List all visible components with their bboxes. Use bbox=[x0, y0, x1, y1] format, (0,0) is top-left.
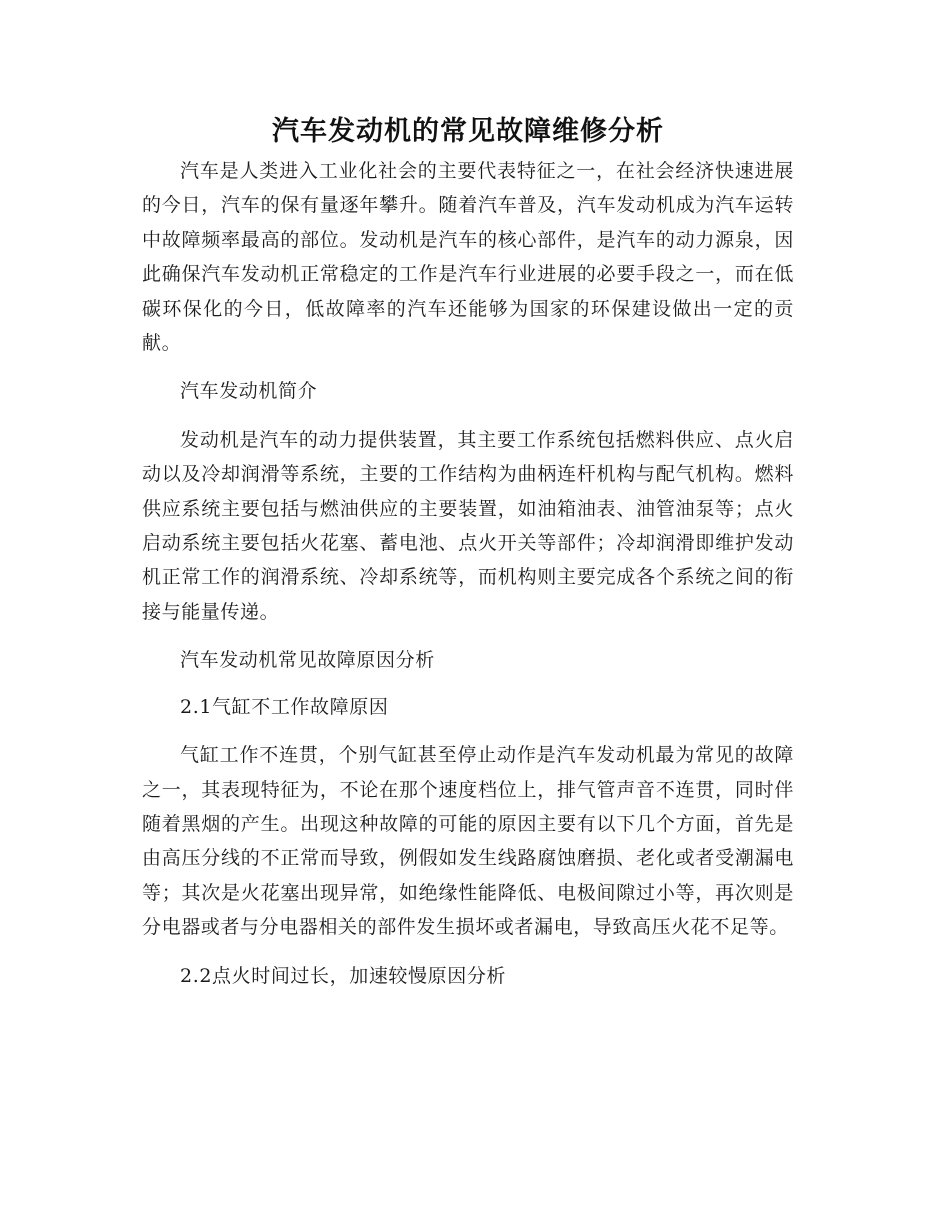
intro-paragraph: 汽车是人类进入工业化社会的主要代表特征之一，在社会经济快速进展的今日，汽车的保有量逐年攀升。随着汽车普及，汽车发动机成为汽车运转中故障频率最高的部位。发动机是汽车的核心部件，是汽车的动力源泉，因此确保汽车发动机正常稳定的工作是汽车行业进展的必要手段之一，而在低碳环保化的今日，低故障率的汽车还能够为国家的环保建设做出一定的贡献。 bbox=[142, 160, 794, 355]
spacer bbox=[142, 629, 794, 643]
spacer bbox=[142, 945, 794, 959]
subsection-heading-2-2: 2.2点火时间过长，加速较慢原因分析 bbox=[180, 964, 507, 987]
subsection-heading-2-1: 2.1气缸不工作故障原因 bbox=[180, 695, 389, 718]
spacer bbox=[142, 409, 794, 423]
engine-intro-paragraph: 发动机是汽车的动力提供装置，其主要工作系统包括燃料供应、点火启动以及冷却润滑等系统，主要的工作结构为曲柄连杆机构与配气机构。燃料供应系统主要包括与燃油供应的主要装置，如油箱油表、油管油泵等；点火启动系统主要包括火花塞、蓄电池、点火开关等部件；冷却润滑即维护发动机正常工作的润滑系统、冷却系统等，而机构则主要完成各个系统之间的衔接与能量传递。 bbox=[142, 428, 794, 623]
section-heading-fault-analysis: 汽车发动机常见故障原因分析 bbox=[180, 649, 435, 672]
document-page bbox=[142, 112, 794, 993]
cylinder-fault-paragraph: 气缸工作不连贯，个别气缸甚至停止动作是汽车发动机最为常见的故障之一，其表现特征为，不论在那个速度档位上，排气管声音不连贯，同时伴随着黑烟的产生。出现这种故障的可能的原因主要有以下几个方面，首先是由高压分线的不正常而导致，例假如发生线路腐蚀磨损、老化或者受潮漏电等；其次是火花塞出现异常，如绝缘性能降低、电极间隙过小等，再次则是分电器或者与分电器相关的部件发生损坏或者漏电，导致高压火花不足等。 bbox=[142, 744, 794, 939]
spacer bbox=[142, 360, 794, 374]
spacer bbox=[142, 678, 794, 690]
document-title: 汽车发动机的常见故障维修分析 bbox=[272, 116, 664, 147]
spacer bbox=[142, 724, 794, 738]
section-heading-engine-intro: 汽车发动机简介 bbox=[180, 380, 318, 403]
